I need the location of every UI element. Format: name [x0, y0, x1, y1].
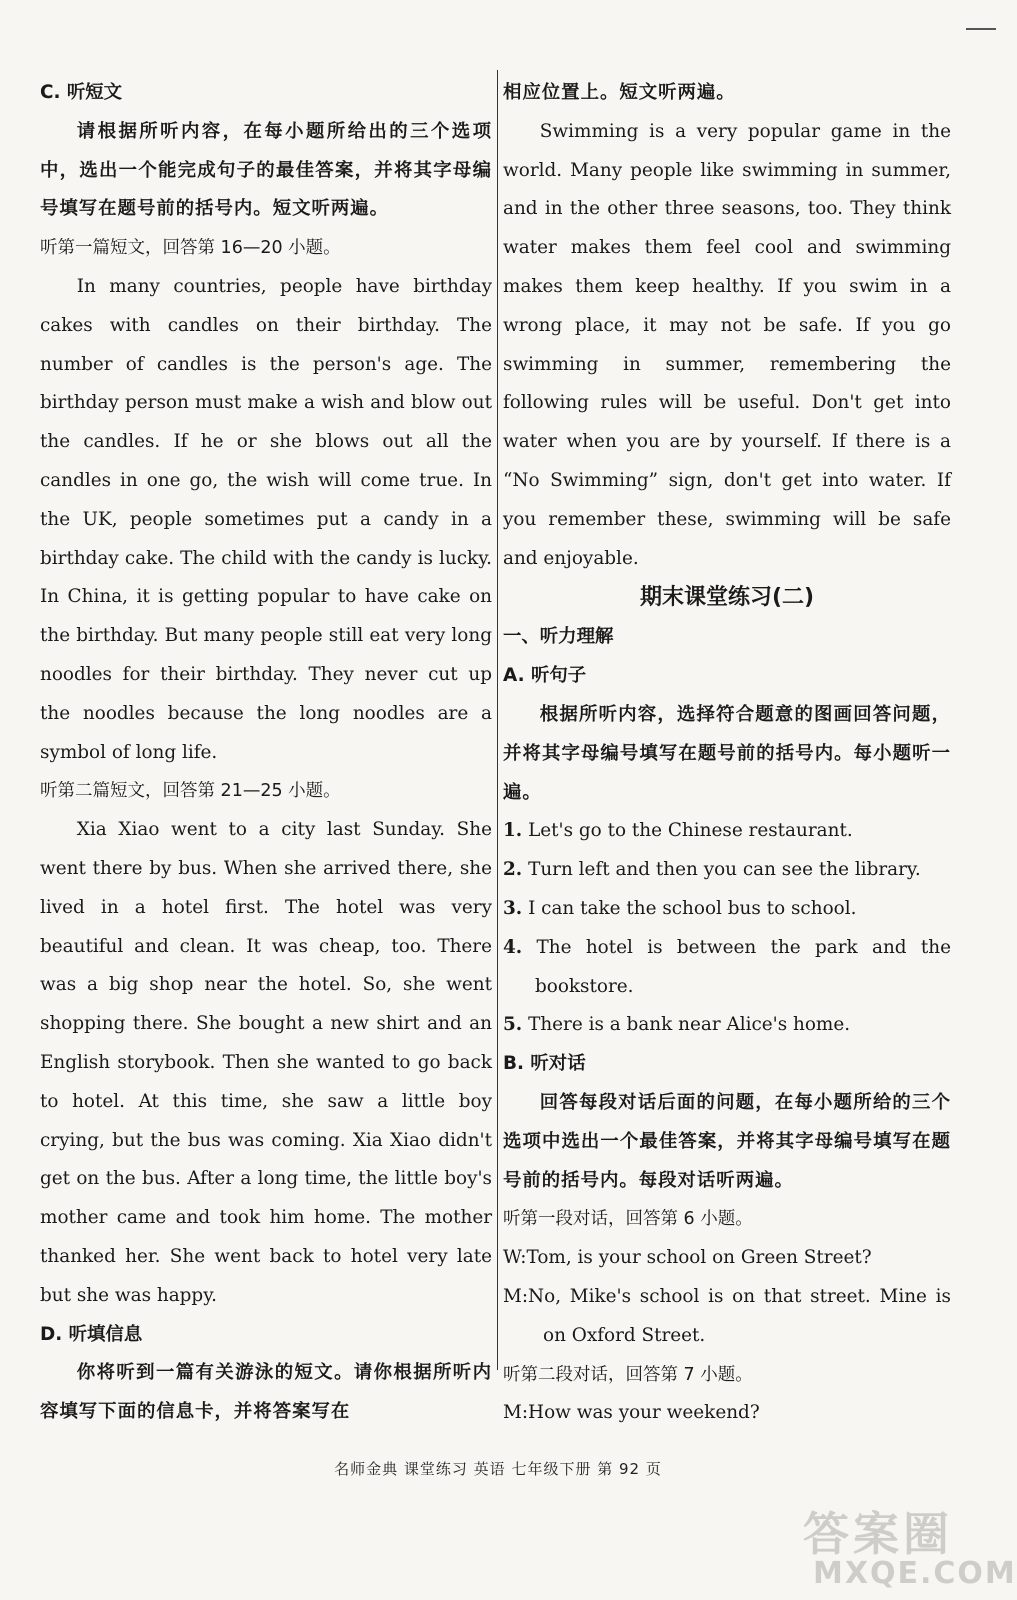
dialogue1-intro: 听第一段对话，回答第 6 小题。 [503, 1209, 753, 1230]
passage2-intro: 听第二篇短文，回答第 21—25 小题。 [40, 781, 341, 802]
dialogue-line [503, 1239, 951, 1278]
section-d-instruction-cont: 相应位置上。短文听两遍。 [503, 82, 736, 103]
exercise-title: 期末课堂练习(二) [639, 585, 815, 611]
sentence-number: 1. [503, 820, 523, 842]
sentence-item [503, 851, 951, 890]
dialogue-line [503, 1278, 951, 1356]
section-b-heading: B. 听对话 [503, 1053, 586, 1075]
dialogue-line [503, 1394, 951, 1433]
dialogue-text: Tom, is your school on Green Street? [526, 1247, 872, 1269]
dialogue-text: No, Mike's school is on that street. Mine is on Oxford Street. [528, 1285, 951, 1346]
sentence-number: 2. [503, 859, 523, 881]
sentence-item [503, 812, 951, 851]
passage3-text: Swimming is a very popular game in the world. Many people like swimming in summer, and in the other three seasons, too. They think water makes them feel cool and swimming makes them keep healthy. If you swim in a wrong place, it may not be safe. If you go swimming in summer, remembering the following rules will be useful. Don't get into water when you are by yourself. If there is a “No Swimming” sign, don't get into water. If you remember these, swimming will be safe and enjoyable. [503, 120, 951, 569]
sentence-text: Turn left and then you can see the library. [528, 859, 921, 881]
section-d-instruction: 你将听到一篇有关游泳的短文。请你根据所听内容填写下面的信息卡，并将答案写在 [40, 1362, 492, 1423]
passage1-intro: 听第一篇短文，回答第 16—20 小题。 [40, 238, 341, 259]
sentence-text: I can take the school bus to school. [528, 897, 857, 919]
dialogue-speaker: W: [503, 1247, 527, 1269]
part1-heading: 一、听力理解 [503, 626, 614, 648]
corner-mark [966, 28, 996, 30]
sentence-text: Let's go to the Chinese restaurant. [528, 820, 853, 842]
watermark-text: 答案圈 [803, 1507, 953, 1561]
dialogue-speaker: M: [503, 1285, 529, 1307]
section-c-heading: C. 听短文 [40, 82, 123, 103]
sentence-list [503, 812, 951, 1045]
page-footer: 名师金典 课堂练习 英语 七年级下册 第 92 页 [334, 1460, 662, 1478]
sentence-number: 4. [503, 936, 523, 958]
sentence-item [503, 890, 951, 929]
sentence-item [503, 1006, 951, 1045]
section-d-heading: D. 听填信息 [40, 1323, 143, 1345]
passage1-text: In many countries, people have birthday cakes with candles on their birthday. The number of candles is the person's age. The birthday person must make a wish and blow out the candles. If he or she blows out all the candles in one go, the wish will come true. In the UK, people sometimes put a candy in a birthday cake. The child with the candy is lucky. In China, it is getting popular to have cake on the birthday. But many people still eat very long noodles for their birthday. They never cut up the noodles because the long noodles are a symbol of long life. [40, 275, 492, 763]
section-b-instruction: 回答每段对话后面的问题，在每小题所给的三个选项中选出一个最佳答案，并将其字母编号填写在题号前的括号内。每段对话听两遍。 [503, 1091, 951, 1191]
sentence-text: The hotel is between the park and the bookstore. [535, 936, 951, 997]
column-divider [497, 70, 498, 1370]
watermark-url: MXQE.COM [813, 1556, 1017, 1591]
sentence-number: 5. [503, 1014, 523, 1036]
section-a-instruction: 根据所听内容，选择符合题意的图画回答问题，并将其字母编号填写在题号前的括号内。每小题听一遍。 [503, 703, 951, 803]
passage2-text: Xia Xiao went to a city last Sunday. She went there by bus. When she arrived there, she lived in a hotel first. The hotel was very beautiful and clean. It was cheap, too. There was a big shop near the hotel. So, she went shopping there. She bought a new shirt and an English storybook. Then she wanted to go back to hotel. At this time, she saw a little boy crying, but the bus was coming. Xia Xiao didn't get on the bus. After a long time, the little boy's mother came and took him home. The mother thanked her. She went back to hotel very late but she was happy. [40, 819, 492, 1306]
sentence-item [503, 929, 951, 1007]
dialogue-speaker: M: [503, 1402, 529, 1424]
watermark-logo [795, 1498, 1017, 1596]
dialogue2-intro: 听第二段对话，回答第 7 小题。 [503, 1364, 753, 1385]
section-c-instruction: 请根据所听内容，在每小题所给出的三个选项中，选出一个能完成句子的最佳答案，并将其字母编号填写在题号前的括号内。短文听两遍。 [40, 120, 492, 220]
sentence-number: 3. [503, 897, 523, 919]
left-column [40, 74, 492, 1432]
section-a-heading: A. 听句子 [503, 665, 587, 687]
dialogue-text: How was your weekend? [528, 1402, 760, 1424]
right-column [503, 74, 951, 1433]
sentence-text: There is a bank near Alice's home. [528, 1014, 851, 1036]
